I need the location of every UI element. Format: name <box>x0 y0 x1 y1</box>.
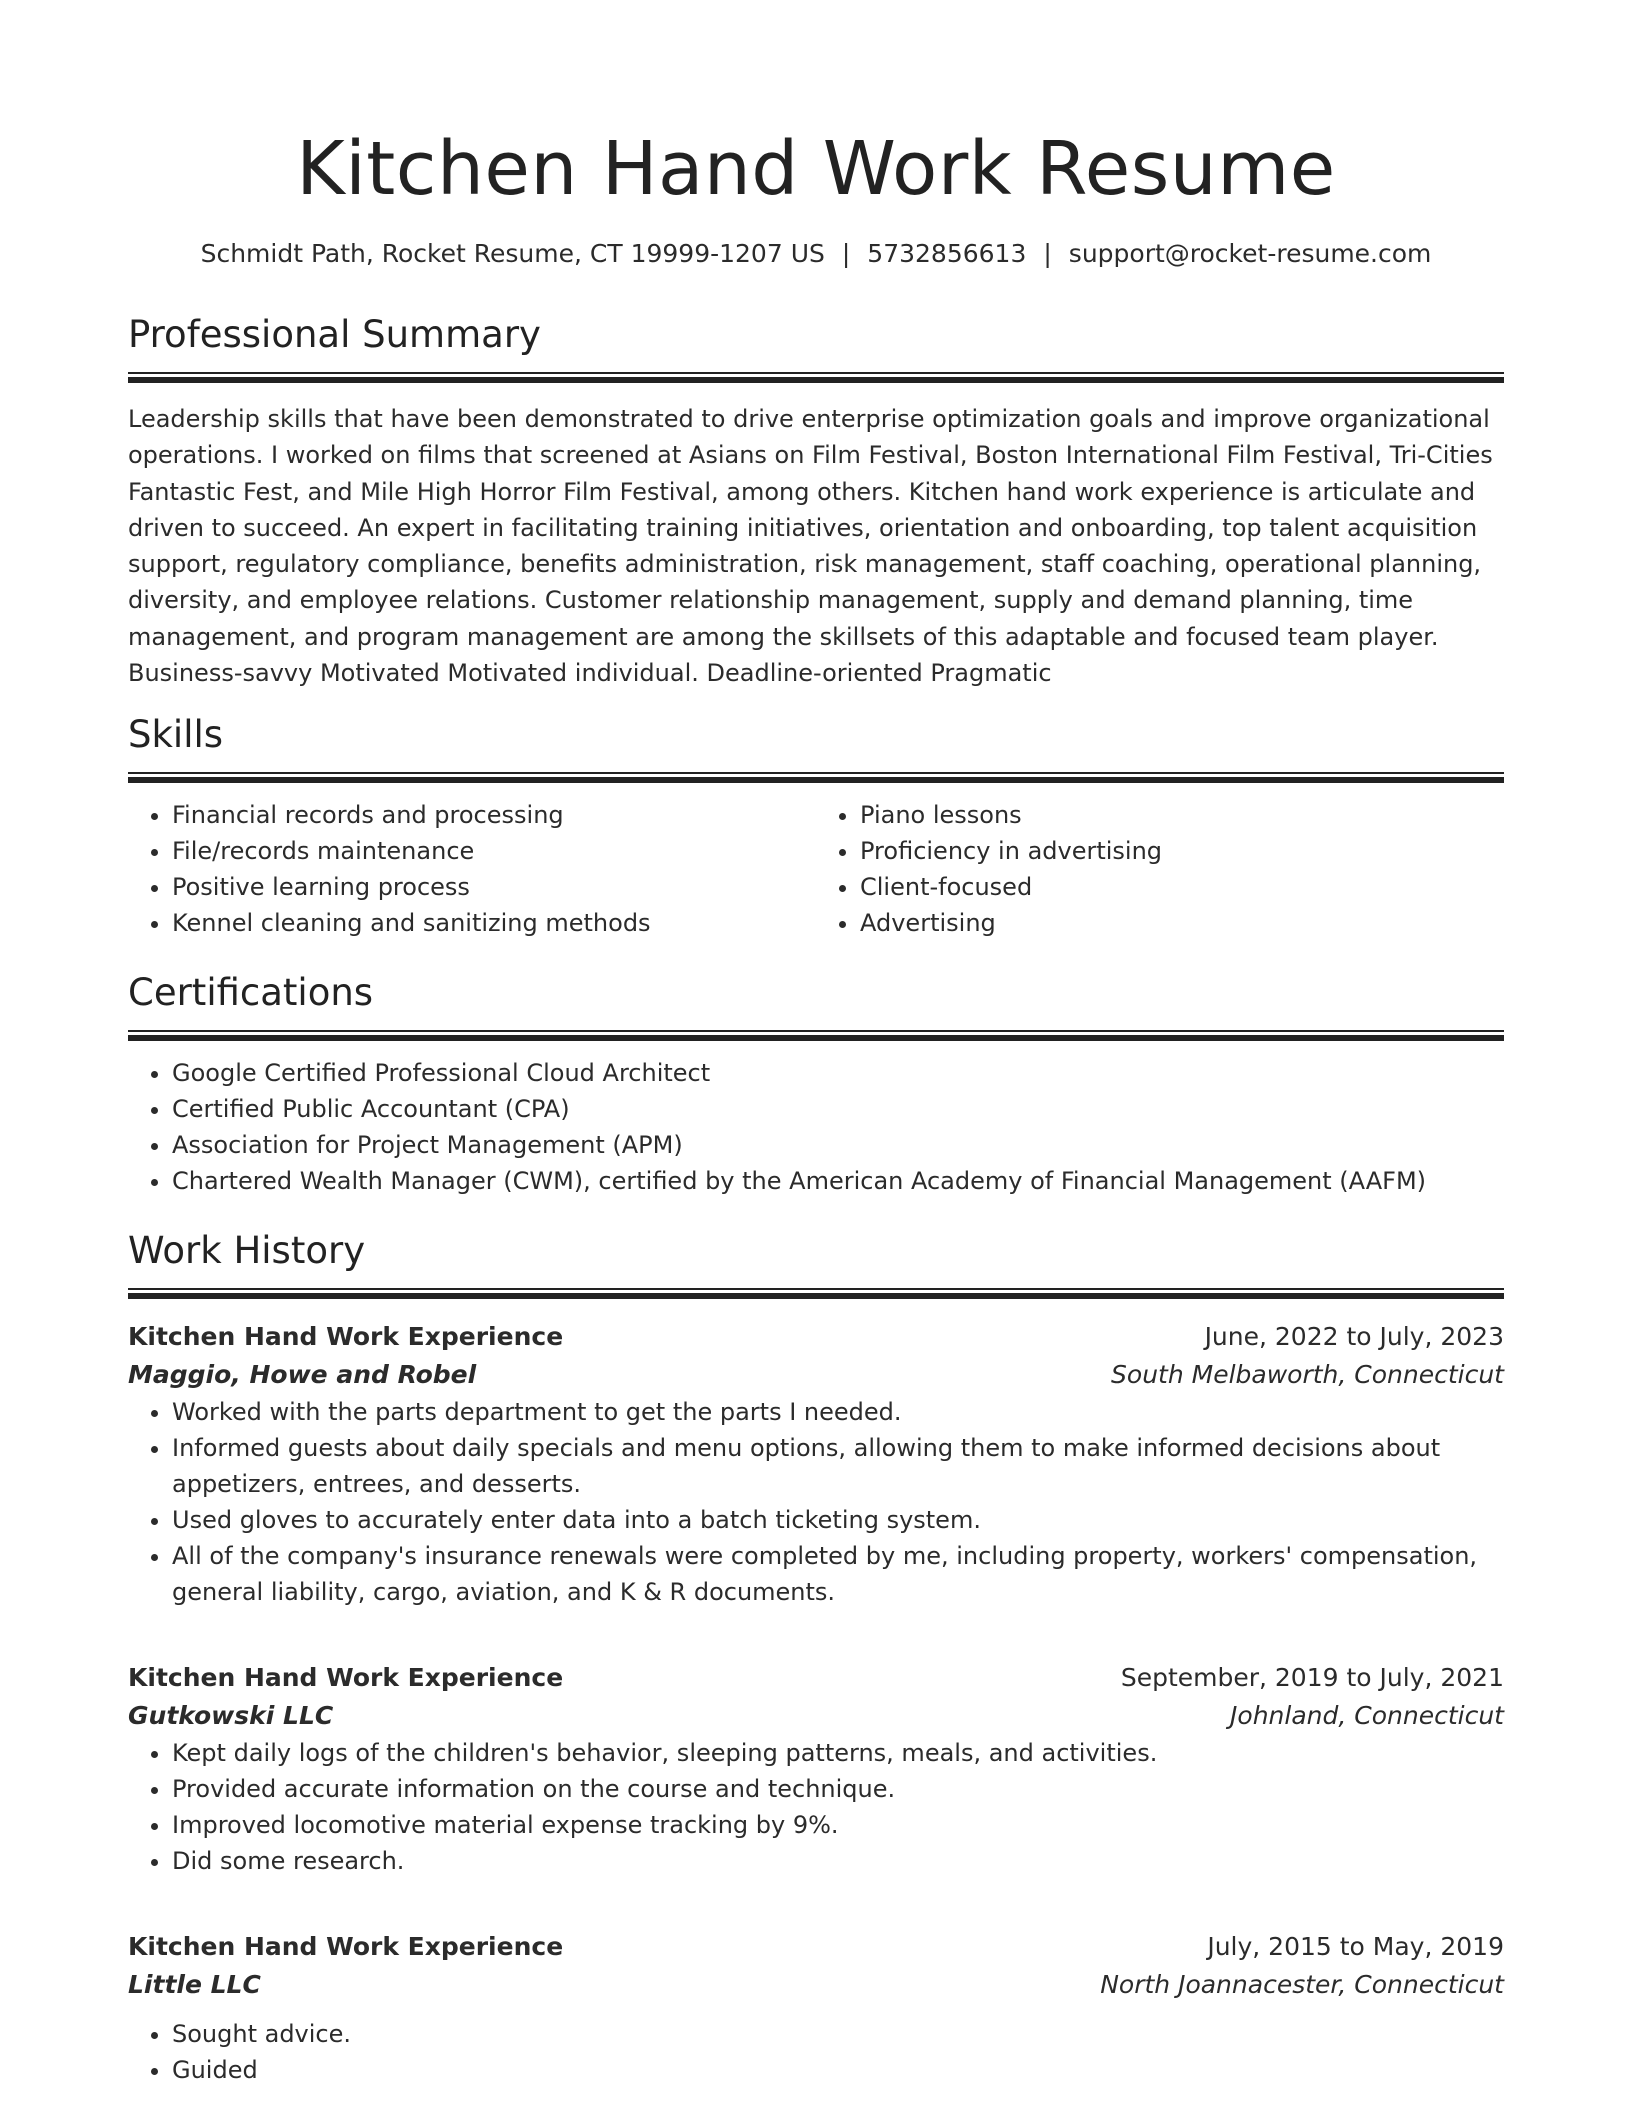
certification-item: • Certified Public Accountant (CPA) <box>172 1091 1504 1127</box>
certifications-list <box>128 1055 1504 1199</box>
job-subheader <box>128 1697 1504 1735</box>
contact-email[interactable]: support@rocket-resume.com <box>1068 239 1432 268</box>
work-history-section <box>128 1228 1504 1299</box>
skill-item: • Kennel cleaning and sanitizing methods <box>172 905 816 941</box>
job-duties-list <box>128 1735 1504 1879</box>
job-duty: • All of the company's insurance renewals were completed by me, including property, workers' compensation, general liability, cargo, aviation, and K & R documents. <box>172 1538 1504 1610</box>
section-divider <box>128 772 1504 783</box>
skill-item: • File/records maintenance <box>172 833 816 869</box>
job-entry <box>128 1659 1504 1879</box>
summary-text: Leadership skills that have been demonstrated to drive enterprise optimization goals and improve organizational operations. I worked on films that screened at Asians on Film Festival, Boston International Film Festival, Tri-Cities Fantastic Fest, and Mile High Horror Film Festival, among others. Kitchen hand work experience is articulate and driven to succeed. An expert in facilitating training initiatives, orientation and onboarding, top talent acquisition support, regulatory compliance, benefits administration, risk management, staff coaching, operational planning, diversity, and employee relations. Customer relationship management, supply and demand planning, time management, and program management are among the skillsets of this adaptable and focused team player. Business-savvy Motivated Motivated individual. Deadline-oriented Pragmatic <box>128 405 1493 688</box>
skill-item: • Client-focused <box>860 869 1504 905</box>
job-duty: • Used gloves to accurately enter data into a batch ticketing system. <box>172 1502 1504 1538</box>
skill-item: • Financial records and processing <box>172 797 816 833</box>
job-entry <box>128 1928 1504 2088</box>
job-subheader <box>128 1966 1504 2004</box>
section-divider <box>128 1288 1504 1299</box>
section-title-skills: Skills <box>128 713 224 756</box>
job-header <box>128 1659 1504 1697</box>
skill-item: • Positive learning process <box>172 869 816 905</box>
job-company: Maggio, Howe and Robel <box>128 1360 477 1389</box>
job-location: North Joannacester, Connecticut <box>1100 1970 1504 1999</box>
job-title: Kitchen Hand Work Experience <box>128 1932 564 1961</box>
section-title-certifications: Certifications <box>128 971 374 1014</box>
section-title-work-history: Work History <box>128 1229 366 1272</box>
job-dates: July, 2015 to May, 2019 <box>1207 1932 1504 1961</box>
job-duty: • Worked with the parts department to get the parts I needed. <box>172 1394 1504 1430</box>
job-title: Kitchen Hand Work Experience <box>128 1322 564 1351</box>
job-location: South Melbaworth, Connecticut <box>1111 1360 1504 1389</box>
job-header <box>128 1928 1504 1966</box>
certifications-section <box>128 970 1504 1199</box>
certification-item: • Association for Project Management (APM) <box>172 1127 1504 1163</box>
skill-item: • Piano lessons <box>860 797 1504 833</box>
resume-title: Kitchen Hand Work Resume <box>296 126 1336 212</box>
job-duty: • Informed guests about daily specials and menu options, allowing them to make informed decisions about appetizers, entrees, and desserts. <box>172 1430 1504 1502</box>
job-subheader <box>128 1356 1504 1394</box>
job-duty: • Did some research. <box>172 1843 1504 1879</box>
contact-separator: | <box>1043 239 1052 268</box>
job-duty: • Guided <box>172 2052 1504 2088</box>
section-title-summary: Professional Summary <box>128 313 541 356</box>
skill-item: • Proficiency in advertising <box>860 833 1504 869</box>
job-company: Little LLC <box>128 1970 261 1999</box>
job-company: Gutkowski LLC <box>128 1701 334 1730</box>
job-duty: • Provided accurate information on the course and technique. <box>172 1771 1504 1807</box>
skills-list-left <box>128 797 816 941</box>
job-dates: September, 2019 to July, 2021 <box>1120 1663 1504 1692</box>
job-dates: June, 2022 to July, 2023 <box>1204 1322 1504 1351</box>
job-duties-list <box>128 1394 1504 1610</box>
certification-item: • Google Certified Professional Cloud Architect <box>172 1055 1504 1091</box>
contact-address: Schmidt Path, Rocket Resume, CT 19999-1207 US <box>200 239 825 268</box>
section-divider <box>128 1030 1504 1041</box>
job-duty: • Kept daily logs of the children's behavior, sleeping patterns, meals, and activities. <box>172 1735 1504 1771</box>
skills-list-right <box>816 797 1504 941</box>
job-duty: • Improved locomotive material expense tracking by 9%. <box>172 1807 1504 1843</box>
summary-section <box>128 312 1504 691</box>
certification-item: • Chartered Wealth Manager (CWM), certified by the American Academy of Financial Management (AAFM) <box>172 1163 1504 1199</box>
contact-phone: 5732856613 <box>867 239 1027 268</box>
job-title: Kitchen Hand Work Experience <box>128 1663 564 1692</box>
contact-separator: | <box>841 239 851 268</box>
job-entry <box>128 1318 1504 1610</box>
skill-item: • Advertising <box>860 905 1504 941</box>
job-location: Johnland, Connecticut <box>1230 1701 1504 1730</box>
job-header <box>128 1318 1504 1356</box>
job-duty: • Sought advice. <box>172 2016 1504 2052</box>
skills-grid <box>128 797 1504 941</box>
section-divider <box>128 372 1504 383</box>
skills-section <box>128 712 1504 941</box>
contact-line <box>128 238 1504 270</box>
job-duties-list <box>128 2016 1504 2088</box>
